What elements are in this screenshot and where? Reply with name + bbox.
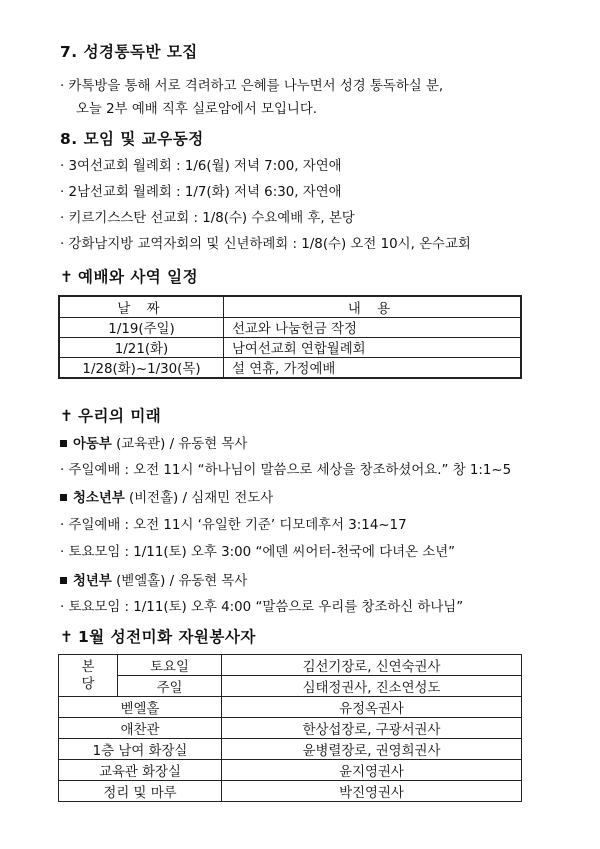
schedule-date: 1/28(화)~1/30(목) xyxy=(59,358,224,379)
table-row xyxy=(59,697,522,718)
volunteer-place: 1층 남여 화장실 xyxy=(59,739,222,760)
group-heading-young-adults xyxy=(60,570,247,589)
cross-icon: ✝ xyxy=(60,407,74,425)
section-8-item: · 키르기스스탄 선교회 : 1/8(수) 수요예배 후, 본당 xyxy=(60,211,355,226)
volunteers-table xyxy=(58,654,522,802)
group-line: · 주일예배 : 오전 11시 “하나님이 말씀으로 세상을 창조하셨어요.” 창 1:1~5 xyxy=(60,463,512,478)
schedule-date: 1/19(주일) xyxy=(59,318,224,338)
group-detail: (벧엘홀) / 유동현 목사 xyxy=(111,574,248,589)
volunteer-place: 토요일 xyxy=(118,655,222,676)
volunteer-place: 주일 xyxy=(118,676,222,697)
section-8-item: · 3여선교회 월례회 : 1/6(월) 저녁 7:00, 자연애 xyxy=(60,159,342,174)
future-heading xyxy=(60,404,161,426)
sanctuary-label-bottom: 당 xyxy=(81,676,95,692)
group-detail: (비전홀) / 심재민 전도사 xyxy=(124,491,274,506)
volunteer-place: 정리 및 마루 xyxy=(59,781,222,802)
schedule-date: 1/21(화) xyxy=(59,338,224,358)
worship-schedule-heading xyxy=(60,265,198,287)
volunteer-names: 윤지영권사 xyxy=(222,760,522,781)
table-header-row xyxy=(59,296,521,318)
volunteer-names: 유정옥권사 xyxy=(222,697,522,718)
schedule-content: 선교와 나눔헌금 작정 xyxy=(224,318,522,338)
volunteer-names: 한상섭장로, 구광서권사 xyxy=(222,718,522,739)
group-heading-youth xyxy=(60,487,273,506)
volunteer-names: 김선기장로, 신연숙권사 xyxy=(222,655,522,676)
table-row xyxy=(59,718,522,739)
table-row xyxy=(59,781,522,802)
section-8-item: · 2남선교회 월례회 : 1/7(화) 저녁 6:30, 자연애 xyxy=(60,185,342,200)
group-line: · 토요모임 : 1/11(토) 오후 3:00 “에덴 씨어터-천국에 다녀온 소년” xyxy=(60,545,456,560)
schedule-content: 설 연휴, 가정예배 xyxy=(224,358,522,379)
square-bullet-icon xyxy=(60,577,67,584)
group-line: · 토요모임 : 1/11(토) 오후 4:00 “말씀으로 우리를 창조하신 하나님” xyxy=(60,600,464,615)
section-7-title: 7. 성경통독반 모집 xyxy=(60,43,198,61)
cross-icon: ✝ xyxy=(60,268,74,286)
table-row xyxy=(59,760,522,781)
date-column-header: 날 짜 xyxy=(59,296,224,318)
volunteer-names: 박진영권사 xyxy=(222,781,522,802)
section-8-item: · 강화남지방 교역자회의 및 신년하례회 : 1/8(수) 오전 10시, 온수교회 xyxy=(60,237,471,252)
group-name: 청년부 xyxy=(73,574,112,589)
table-row xyxy=(59,358,521,379)
sanctuary-label-top: 본 xyxy=(81,659,95,675)
group-name: 청소년부 xyxy=(73,491,125,506)
table-row xyxy=(59,676,522,697)
volunteer-place: 벧엘홀 xyxy=(59,697,222,718)
volunteers-title: 1월 성전미화 자원봉사자 xyxy=(78,628,256,646)
cross-icon: ✝ xyxy=(60,628,74,646)
group-name: 아동부 xyxy=(73,437,112,452)
table-row xyxy=(59,318,521,338)
section-8-title: 8. 모임 및 교우동정 xyxy=(60,130,204,148)
volunteer-names: 심태정권사, 진소연성도 xyxy=(222,676,522,697)
volunteers-heading xyxy=(60,625,256,647)
volunteer-place: 교육관 화장실 xyxy=(59,760,222,781)
table-row xyxy=(59,338,521,358)
sanctuary-label xyxy=(59,655,118,697)
square-bullet-icon xyxy=(60,494,67,501)
group-heading-children xyxy=(60,433,247,452)
section-7-line: 오늘 2부 예배 직후 실로암에서 모입니다. xyxy=(76,102,318,117)
square-bullet-icon xyxy=(60,440,67,447)
future-title: 우리의 미래 xyxy=(78,407,162,425)
section-7-line: · 카톡방을 통해 서로 격려하고 은혜를 나누면서 성경 통독하실 분, xyxy=(60,79,444,94)
content-column-header: 내 용 xyxy=(224,296,522,318)
volunteer-place: 애찬관 xyxy=(59,718,222,739)
schedule-content: 남여선교회 연합월례회 xyxy=(224,338,522,358)
volunteer-names: 윤병렬장로, 권영희권사 xyxy=(222,739,522,760)
worship-schedule-title: 예배와 사역 일정 xyxy=(78,268,199,286)
worship-schedule-table xyxy=(58,295,522,379)
group-line: · 주일예배 : 오전 11시 ‘유일한 기준’ 디모데후서 3:14~17 xyxy=(60,518,407,533)
group-detail: (교육관) / 유동현 목사 xyxy=(111,437,248,452)
table-row xyxy=(59,739,522,760)
table-row xyxy=(59,655,522,676)
